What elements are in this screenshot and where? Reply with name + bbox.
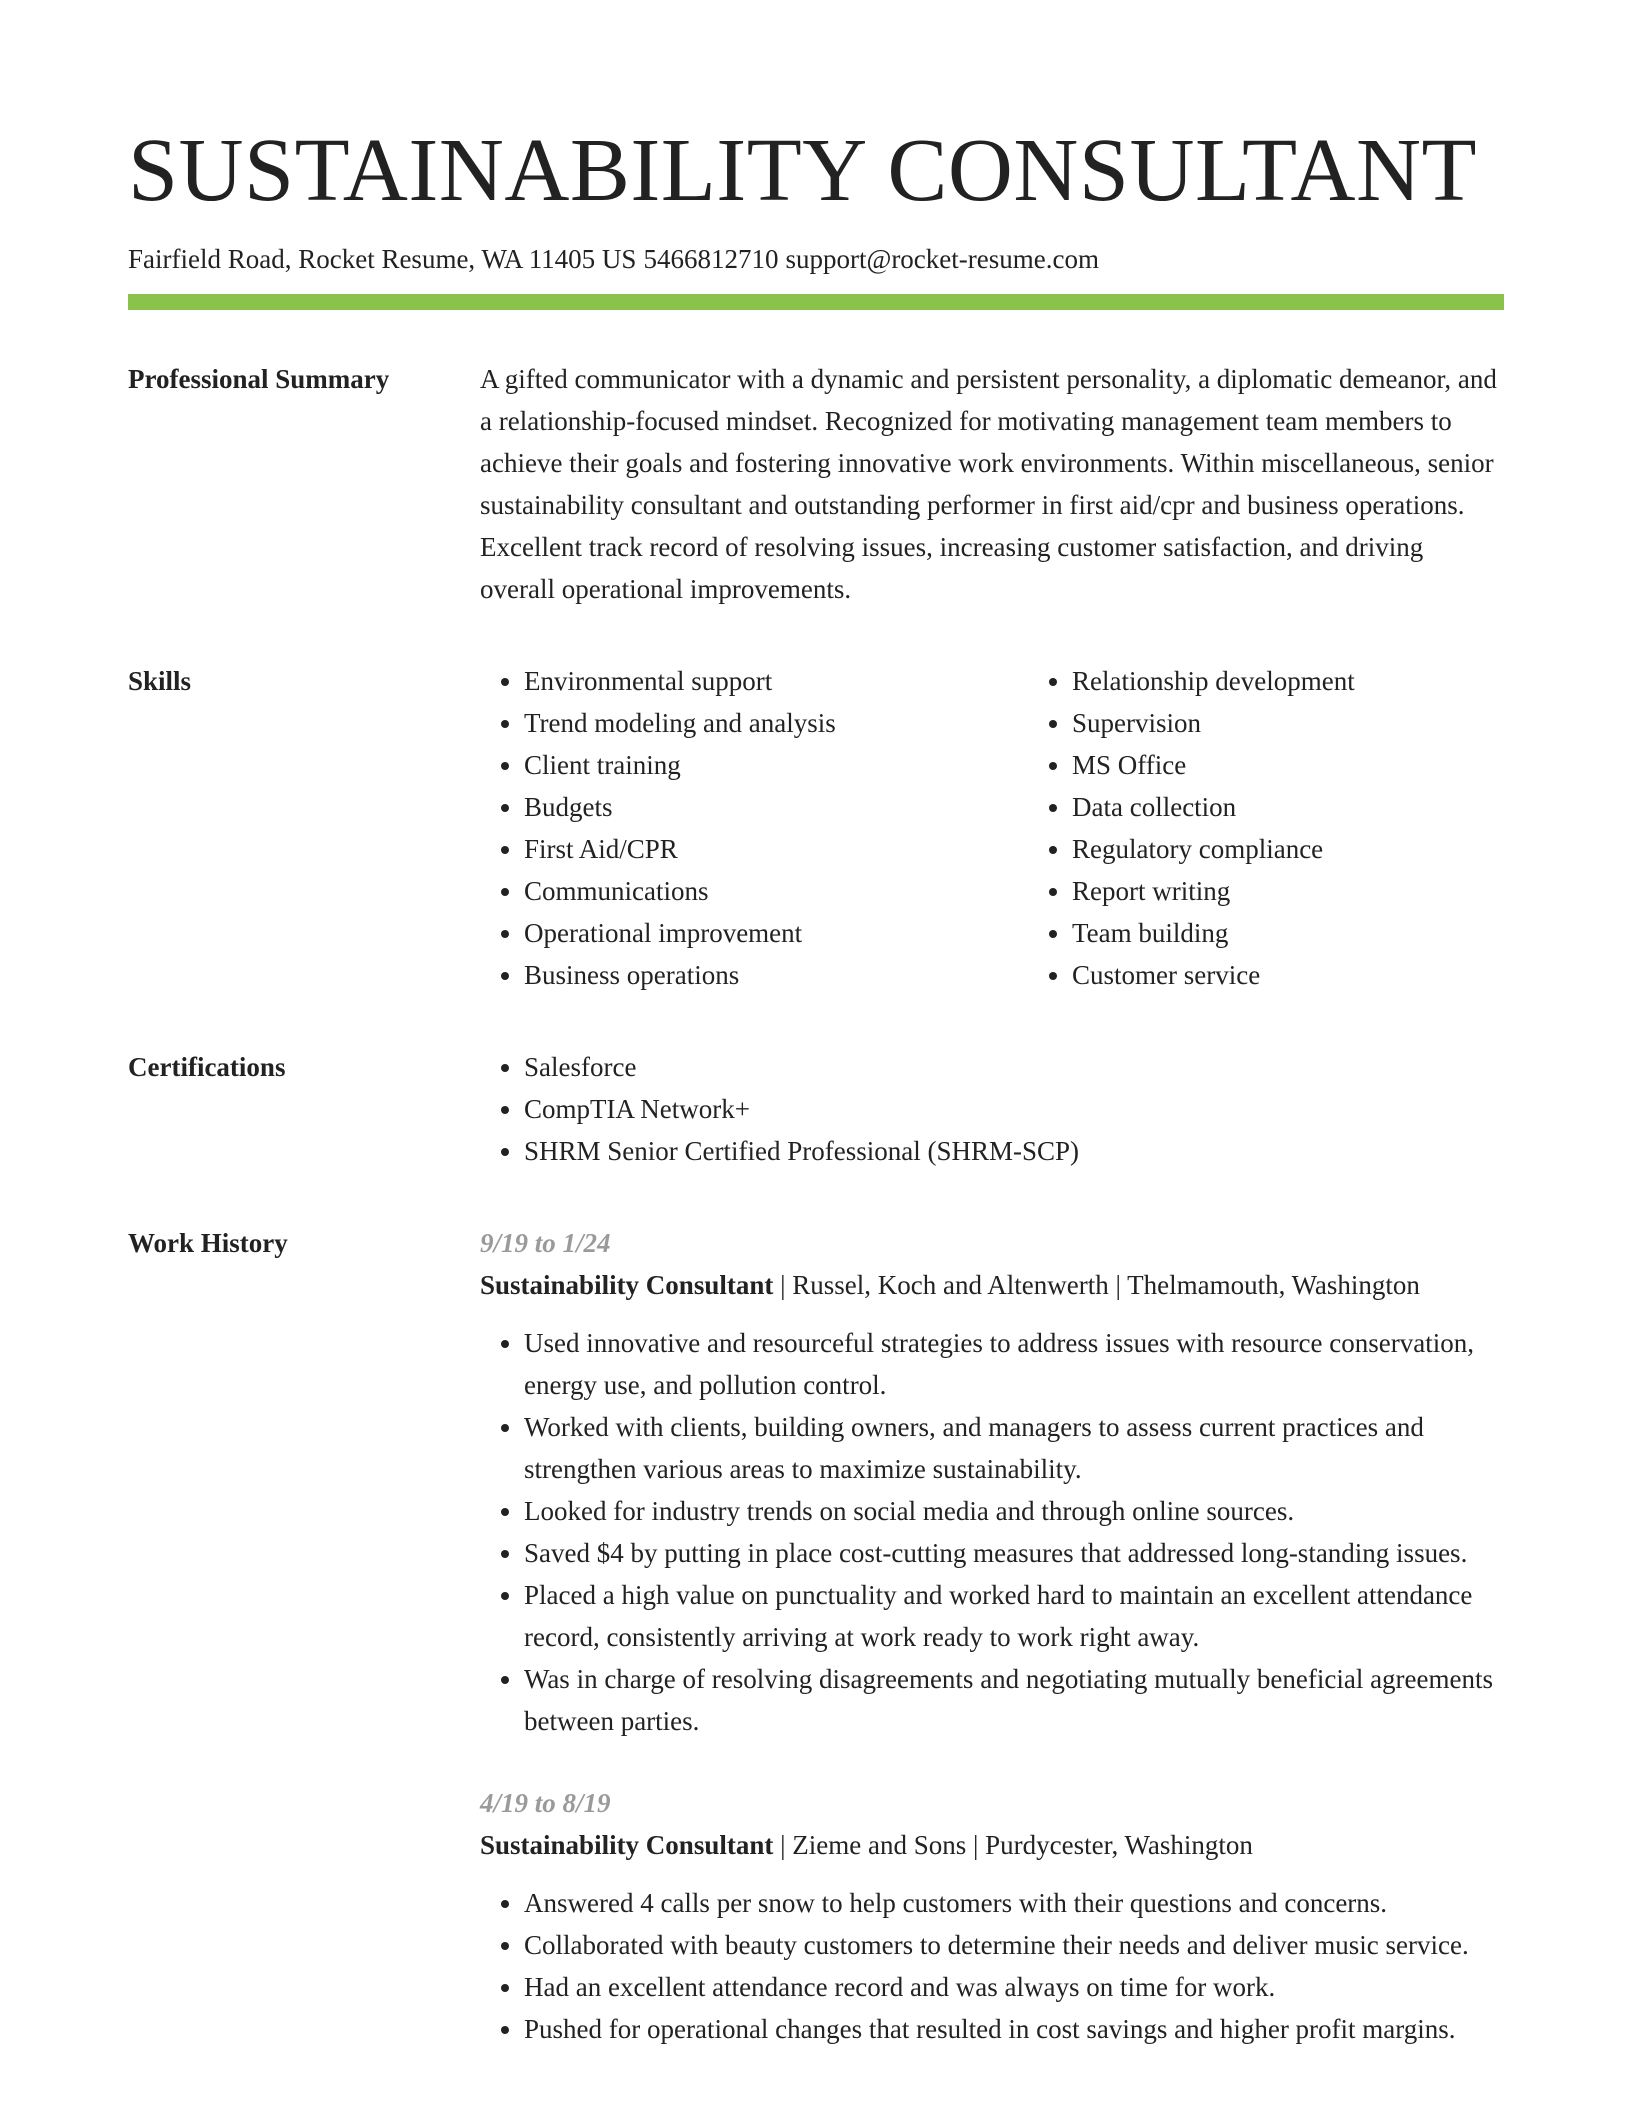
job-heading [480, 1824, 1504, 1866]
job-title: Sustainability Consultant [480, 1270, 774, 1300]
job-bullets [480, 1322, 1504, 1742]
certification-item: • SHRM Senior Certified Professional (SHRM-SCP) [524, 1130, 1504, 1172]
certifications-section [128, 1046, 1504, 1172]
skill-item: • Data collection [1072, 786, 1576, 828]
job-bullet: • Saved $4 by putting in place cost-cutting measures that addressed long-standing issues. [524, 1532, 1504, 1574]
job-bullet: • Worked with clients, building owners, and managers to assess current practices and strengthen various areas to maximize sustainability. [524, 1406, 1504, 1490]
job-bullet: • Placed a high value on punctuality and worked hard to maintain an excellent attendance record, consistently arriving at work ready to work right away. [524, 1574, 1504, 1658]
certifications-list [480, 1046, 1504, 1172]
contact-phone: 5466812710 [643, 244, 779, 274]
skill-item: • Budgets [524, 786, 1028, 828]
contact-address: Fairfield Road, Rocket Resume, WA 11405 US [128, 244, 637, 274]
resume-name: SUSTAINABILITY CONSULTANT [128, 121, 1477, 220]
summary-section [128, 358, 1504, 610]
skill-item: • Client training [524, 744, 1028, 786]
skills-heading: Skills [128, 666, 192, 696]
skill-item: • First Aid/CPR [524, 828, 1028, 870]
summary-heading: Professional Summary [128, 364, 390, 394]
job-bullets [480, 1882, 1504, 2050]
skills-list-left [480, 660, 1028, 996]
skill-item: • MS Office [1072, 744, 1576, 786]
skill-item: • Supervision [1072, 702, 1576, 744]
skill-item: • Communications [524, 870, 1028, 912]
job-employer-location: | Zieme and Sons | Purdycester, Washington [773, 1830, 1253, 1860]
header-divider [128, 294, 1504, 310]
job-dates: 4/19 to 8/19 [480, 1788, 611, 1818]
summary-text: A gifted communicator with a dynamic and persistent personality, a diplomatic demeanor, and a relationship-focused mindset. Recognized for motivating management team members to achieve their goals and fostering innovative work environments. Within miscellaneous, senior sustainability consultant and outstanding performer in first aid/cpr and business operations. Excellent track record of resolving issues, increasing customer satisfaction, and driving overall operational improvements. [480, 364, 1497, 604]
job-heading [480, 1264, 1504, 1306]
job-bullet: • Collaborated with beauty customers to determine their needs and deliver music service. [524, 1924, 1504, 1966]
certification-item: • Salesforce [524, 1046, 1504, 1088]
skill-item: • Regulatory compliance [1072, 828, 1576, 870]
job-title: Sustainability Consultant [480, 1830, 774, 1860]
work-history-list [480, 1222, 1504, 2050]
skills-section [128, 660, 1504, 996]
job-dates: 9/19 to 1/24 [480, 1228, 611, 1258]
skills-list-right [1028, 660, 1576, 996]
job-entry [480, 1222, 1504, 1742]
skill-item: • Relationship development [1072, 660, 1576, 702]
work-history-heading: Work History [128, 1228, 288, 1258]
resume-page [128, 118, 1504, 2050]
job-entry [480, 1782, 1504, 2050]
contact-email[interactable]: support@rocket-resume.com [785, 244, 1099, 274]
work-history-section [128, 1222, 1504, 2050]
contact-line [128, 242, 1504, 276]
skill-item: • Operational improvement [524, 912, 1028, 954]
certifications-heading: Certifications [128, 1052, 286, 1082]
job-bullet: • Was in charge of resolving disagreements and negotiating mutually beneficial agreements between parties. [524, 1658, 1504, 1742]
certification-item: • CompTIA Network+ [524, 1088, 1504, 1130]
skill-item: • Trend modeling and analysis [524, 702, 1028, 744]
job-bullet: • Looked for industry trends on social media and through online sources. [524, 1490, 1504, 1532]
job-bullet: • Pushed for operational changes that resulted in cost savings and higher profit margins. [524, 2008, 1504, 2050]
skill-item: • Customer service [1072, 954, 1576, 996]
skill-item: • Environmental support [524, 660, 1028, 702]
skill-item: • Business operations [524, 954, 1028, 996]
job-bullet: • Used innovative and resourceful strategies to address issues with resource conservation, energy use, and pollution control. [524, 1322, 1504, 1406]
job-employer-location: | Russel, Koch and Altenwerth | Thelmamouth, Washington [773, 1270, 1420, 1300]
skill-item: • Report writing [1072, 870, 1576, 912]
skill-item: • Team building [1072, 912, 1576, 954]
job-bullet: • Had an excellent attendance record and was always on time for work. [524, 1966, 1504, 2008]
job-bullet: • Answered 4 calls per snow to help customers with their questions and concerns. [524, 1882, 1504, 1924]
